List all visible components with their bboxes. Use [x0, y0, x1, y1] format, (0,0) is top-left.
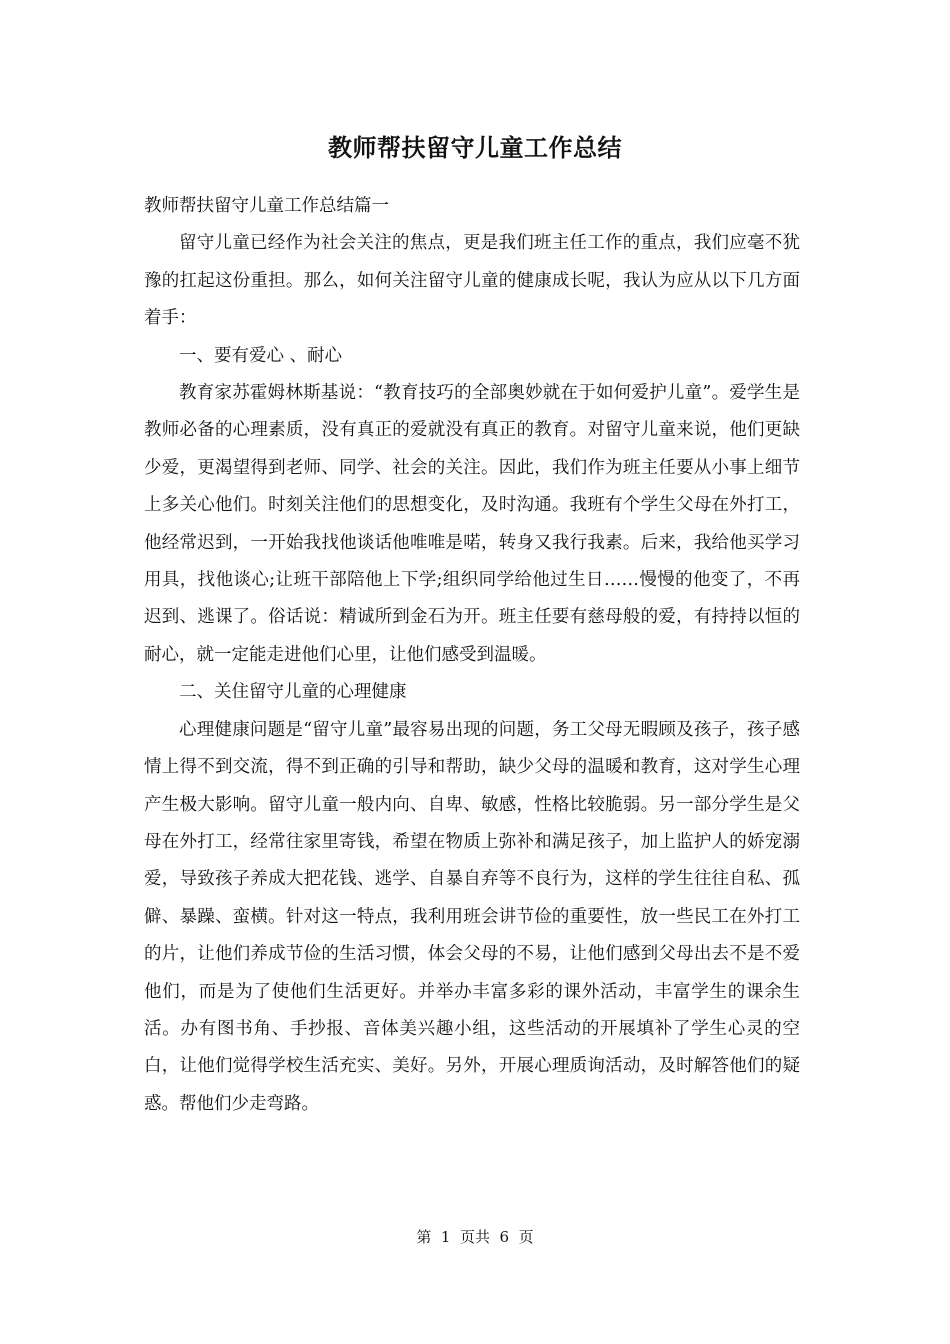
paragraph-intro: 留守儿童已经作为社会关注的焦点，更是我们班主任工作的重点，我们应毫不犹豫的扛起这份重担。那么，如何关注留守儿童的健康成长呢，我认为应从以下几方面着手： — [144, 233, 800, 329]
document-title: 教师帮扶留守儿童工作总结 — [328, 134, 622, 162]
document-body — [144, 188, 800, 1123]
paragraph-section-2: 心理健康问题是“留守儿童”最容易出现的问题，务工父母无暇顾及孩子，孩子感情上得不到交流，得不到正确的引导和帮助，缺少父母的温暖和教育，这对学生心理产生极大影响。留守儿童一般内向、自卑、敏感，性格比较脆弱。另一部分学生是父母在外打工，经常往家里寄钱，希望在物质上弥补和满足孩子，加上监护人的娇宠溺爱，导致孩子养成大把花钱、逃学、自暴自弃等不良行为，这样的学生往往自私、孤僻、暴躁、蛮横。针对这一特点，我利用班会讲节俭的重要性，放一些民工在外打工的片，让他们养成节俭的生活习惯，体会父母的不易，让他们感到父母出去不是不爱他们，而是为了使他们生活更好。并举办丰富多彩的课外活动，丰富学生的课余生活。办有图书角、手抄报、音体美兴趣小组，这些活动的开展填补了学生心灵的空白，让他们觉得学校生活充实、美好。另外，开展心理质询活动，及时解答他们的疑惑。帮他们少走弯路。 — [144, 719, 800, 1114]
paragraph-section-1: 教育家苏霍姆林斯基说：“教育技巧的全部奥妙就在于如何爱护儿童”。爱学生是教师必备的心理素质，没有真正的爱就没有真正的教育。对留守儿童来说，他们更缺少爱，更渴望得到老师、同学、社会的关注。因此，我们作为班主任要从小事上细节上多关心他们。时刻关注他们的思想变化，及时沟通。我班有个学生父母在外打工，他经常迟到，一开始我找他谈话他唯唯是喏，转身又我行我素。后来，我给他买学习用具，找他谈心;让班干部陪他上下学;组织同学给他过生日……慢慢的他变了，不再迟到、逃课了。俗话说：精诚所到金石为开。班主任要有慈母般的爱，有持持以恒的耐心，就一定能走进他们心里，让他们感受到温暖。 — [144, 383, 800, 665]
heading-section-1: 一、要有爱心 、耐心 — [179, 345, 343, 366]
section-subtitle: 教师帮扶留守儿童工作总结篇一 — [144, 196, 389, 216]
heading-section-2: 二、关住留守儿童的心理健康 — [179, 682, 407, 703]
page-number-footer: 第 1 页共 6 页 — [416, 1228, 534, 1246]
